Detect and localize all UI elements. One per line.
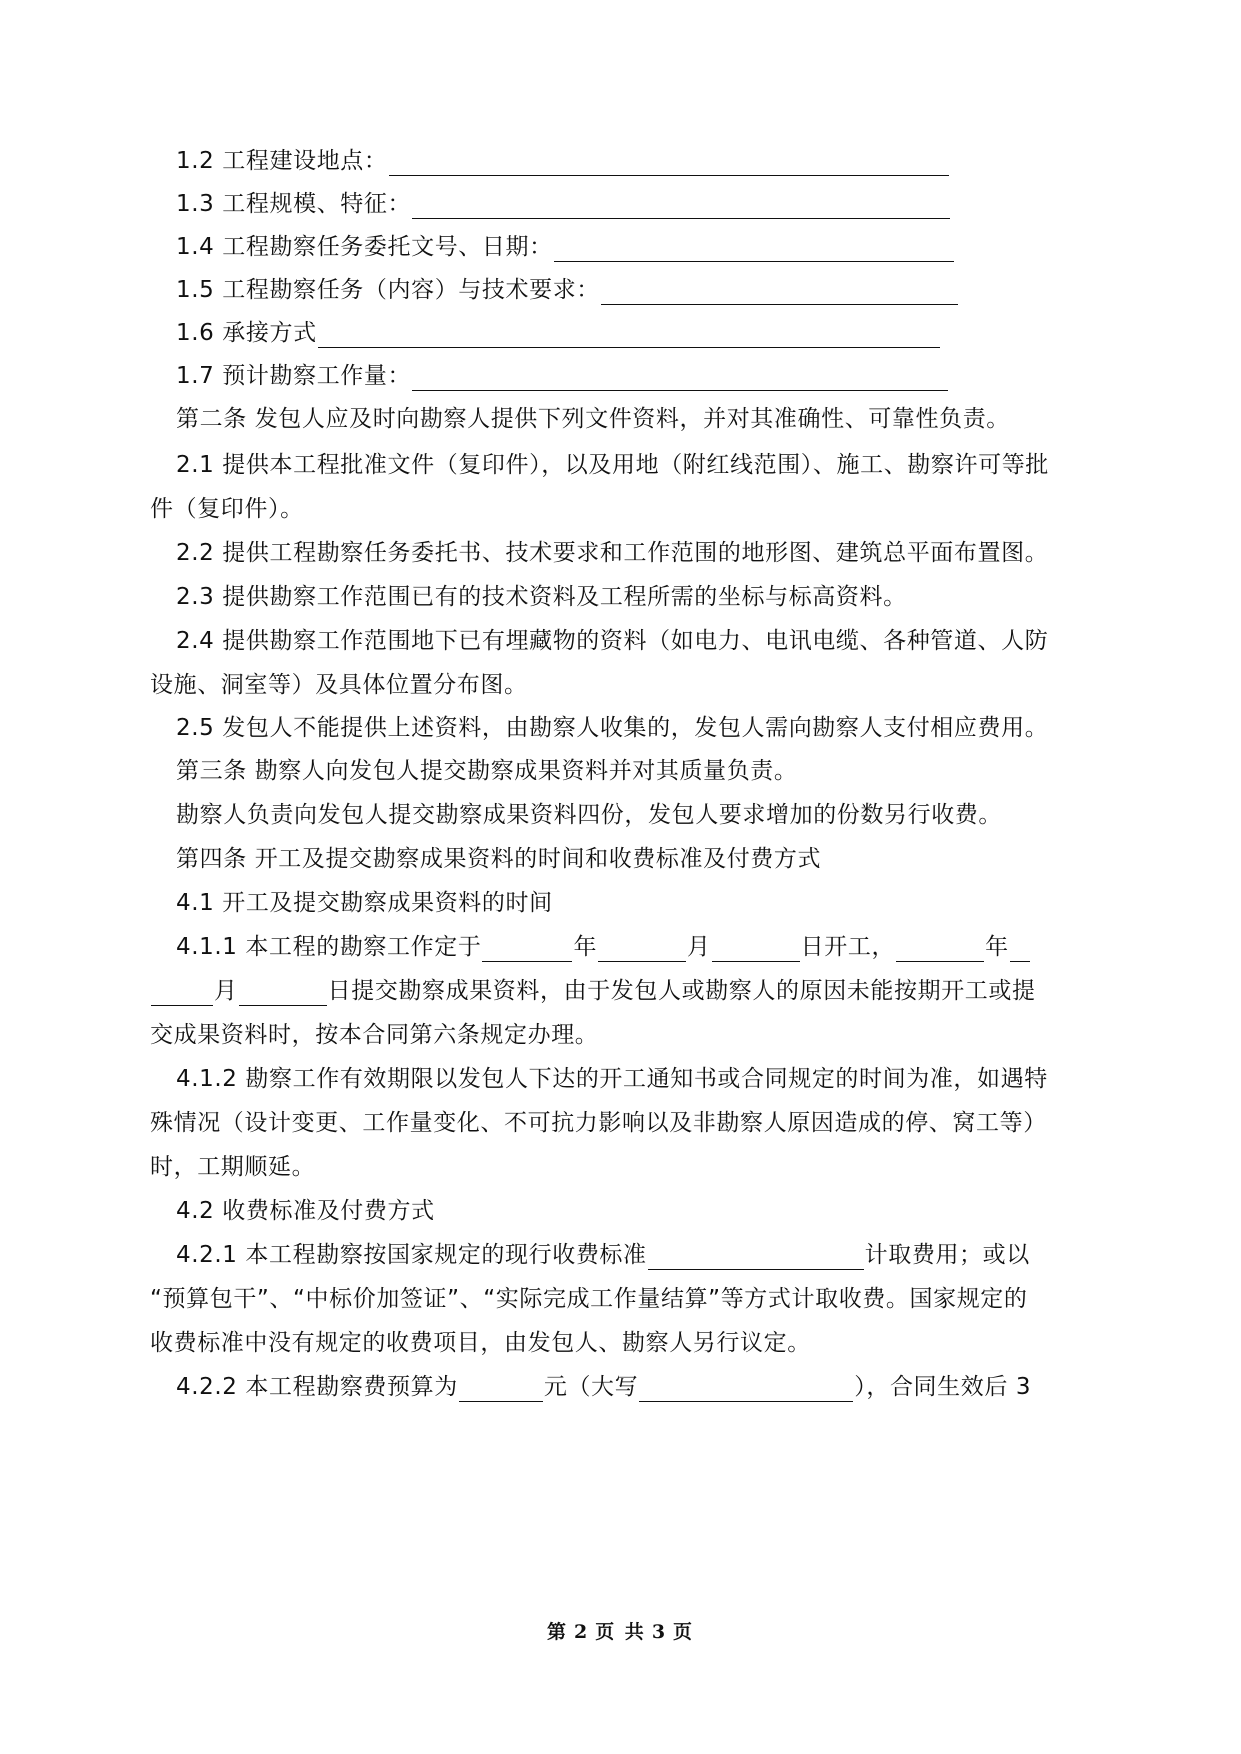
fill-blank-year [896, 937, 984, 962]
total-pages: 3 [651, 1621, 668, 1643]
clause-4-1-2-line-1: 4.1.2 勘察工作有效期限以发包人下达的开工通知书或合同规定的时间为准，如遇特 [176, 1066, 1048, 1092]
start-day-label: 日开工， [800, 934, 896, 960]
clause-2-1-line-1: 2.1 提供本工程批准文件（复印件），以及用地（附红线范围）、施工、勘察许可等批 [176, 452, 1049, 478]
fill-blank-year [482, 937, 572, 962]
clause-4-2: 4.2 收费标准及付费方式 [176, 1198, 435, 1224]
article-4-heading: 第四条 开工及提交勘察成果资料的时间和收费标准及付费方式 [176, 846, 822, 872]
clause-4-2-1-text-tail: 计取费用；或以 [864, 1242, 1030, 1268]
clause-4-2-2-text: 4.2.2 本工程勘察费预算为 [176, 1374, 458, 1400]
clause-1-5 [176, 275, 959, 305]
page-footer [0, 1617, 1241, 1644]
fill-blank [389, 151, 949, 176]
fill-blank [412, 194, 950, 219]
fill-blank [554, 237, 954, 262]
fill-blank [412, 366, 948, 391]
clause-2-4-line-2: 设施、洞室等）及具体位置分布图。 [150, 672, 528, 698]
clause-2-1-line-2: 件（复印件）。 [150, 496, 304, 522]
fill-blank-amount-words [639, 1377, 853, 1402]
clause-1-2-label: 1.2 工程建设地点： [176, 148, 388, 174]
footer-prefix: 第 [546, 1621, 568, 1643]
fill-blank-fee-standard [648, 1245, 864, 1270]
fill-blank [601, 280, 958, 305]
clause-2-5: 2.5 发包人不能提供上述资料，由勘察人收集的，发包人需向勘察人支付相应费用。 [176, 715, 1049, 741]
fill-blank-month [598, 937, 686, 962]
clause-1-7-label: 1.7 预计勘察工作量： [176, 363, 412, 389]
article-3-heading: 第三条 勘察人向发包人提交勘察成果资料并对其质量负责。 [176, 758, 798, 784]
clause-1-4 [176, 232, 955, 262]
article-2-heading: 第二条 发包人应及时向勘察人提供下列文件资料，并对其准确性、可靠性负责。 [176, 406, 1010, 432]
clause-4-2-1-line-1 [176, 1240, 1030, 1270]
month-label: 月 [687, 934, 711, 960]
clause-4-1-1-text: 4.1.1 本工程的勘察工作定于 [176, 934, 482, 960]
clause-1-5-label: 1.5 工程勘察任务（内容）与技术要求： [176, 277, 600, 303]
fill-blank-year-tail [1010, 937, 1030, 962]
clause-2-3: 2.3 提供勘察工作范围已有的技术资料及工程所需的坐标与标高资料。 [176, 584, 907, 610]
clause-4-1-1-text: 日提交勘察成果资料，由于发包人或勘察人的原因未能按期开工或提 [327, 978, 1036, 1004]
year-label: 年 [573, 934, 598, 960]
clause-1-6-label: 1.6 承接方式 [176, 320, 317, 346]
fill-blank-day [239, 981, 327, 1006]
clause-4-2-1-line-2: “预算包干”、“中标价加签证”、“实际完成工作量结算”等方式计取收费。国家规定的 [150, 1286, 1028, 1312]
year-label: 年 [985, 934, 1009, 960]
month-label: 月 [214, 978, 238, 1004]
fill-blank-month [151, 981, 213, 1006]
footer-mid: 页 共 [595, 1621, 646, 1643]
clause-4-1-1-line-3: 交成果资料时，按本合同第六条规定办理。 [150, 1022, 599, 1048]
clause-1-3 [176, 189, 951, 219]
clause-1-7 [176, 361, 949, 391]
clause-4-1: 4.1 开工及提交勘察成果资料的时间 [176, 890, 553, 916]
clause-1-3-label: 1.3 工程规模、特征： [176, 191, 412, 217]
clause-4-2-1-text: 4.2.1 本工程勘察按国家规定的现行收费标准 [176, 1242, 647, 1268]
clause-1-6 [176, 318, 941, 348]
clause-1-4-label: 1.4 工程勘察任务委托文号、日期： [176, 234, 553, 260]
fill-blank-amount [459, 1377, 543, 1402]
clause-4-2-2 [176, 1372, 1031, 1402]
clause-2-2: 2.2 提供工程勘察任务委托书、技术要求和工作范围的地形图、建筑总平面布置图。 [176, 540, 1049, 566]
clause-4-1-1-line-2 [150, 976, 1036, 1006]
page-number: 2 [573, 1621, 590, 1643]
clause-4-2-2-text-tail: ），合同生效后 3 [854, 1374, 1032, 1400]
amount-unit-label: 元（大写 [543, 1374, 639, 1400]
clause-2-4-line-1: 2.4 提供勘察工作范围地下已有埋藏物的资料（如电力、电讯电缆、各种管道、人防 [176, 628, 1049, 654]
article-3-body: 勘察人负责向发包人提交勘察成果资料四份，发包人要求增加的份数另行收费。 [176, 802, 1002, 828]
clause-1-2 [176, 146, 950, 176]
fill-blank [318, 323, 940, 348]
clause-4-1-1-line-1 [176, 932, 1031, 962]
clause-4-2-1-line-3: 收费标准中没有规定的收费项目，由发包人、勘察人另行议定。 [150, 1330, 811, 1356]
footer-suffix: 页 [673, 1621, 695, 1643]
clause-4-1-2-line-3: 时，工期顺延。 [150, 1154, 316, 1180]
fill-blank-day [712, 937, 800, 962]
clause-4-1-2-line-2: 殊情况（设计变更、工作量变化、不可抗力影响以及非勘察人原因造成的停、窝工等） [150, 1110, 1047, 1136]
